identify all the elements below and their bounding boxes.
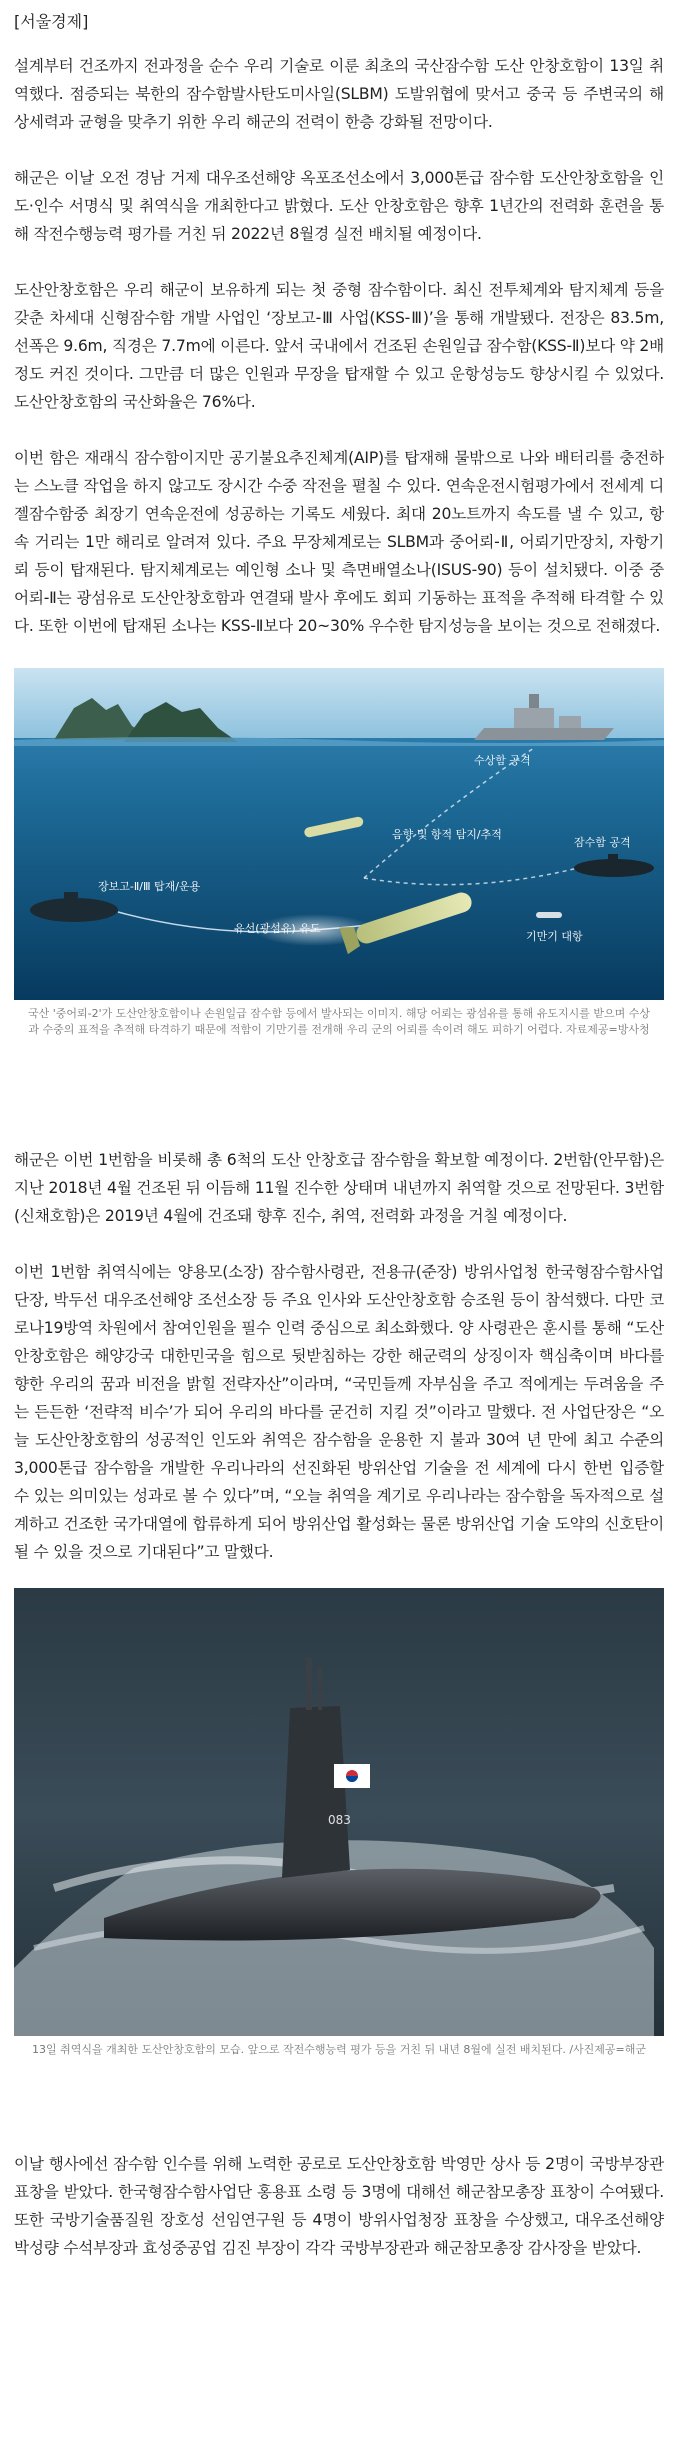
figure-caption: 13일 취역식을 개최한 도산안창호함의 모습. 앞으로 작전수행능력 평가 등을 거친 뒤 내년 8월에 실전 배치된다. /사진제공=해군 [31, 2043, 647, 2056]
paragraph: 이날 행사에선 잠수함 인수를 위해 노력한 공로로 도산안창호함 박영만 상사 등 2명이 국방부장관 표창을 받았다. 한국형잠수함사업단 홍용표 소령 등 3명에 대해선 해군참모총장 표창이 수여됐다. 또한 국방기술품질원 장호성 선임연구원 등 4명이 방위사업청장 표창을 수상했고, 대우조선해양 박성량 수석부장과 효성중공업 김진 부장이 각각 국방부장관과 해군참모총장 감사장을 받았다. [14, 2155, 664, 2257]
news-source: [서울경제] [14, 12, 89, 31]
figure-caption: 국산 '중어뢰-2'가 도산안창호함이나 손원일급 잠수함 등에서 발사되는 이미지. 해당 어뢰는 광섬유를 통해 유도지시를 받으며 수상과 수중의 표적을 추적해 타격하기 때문에 적함이 기만기를 전개해 우리 군의 어뢰를 속이려 해도 피하기 어렵다. 자료제공=방사청 [27, 1007, 650, 1036]
mast [306, 1658, 312, 1710]
label-acoustic-tracking: 음향 및 항적 탐지/추적 [392, 828, 502, 841]
submarine-photo-figure [14, 1588, 664, 2058]
decoy [536, 912, 562, 918]
paragraph: 도산안창호함은 우리 해군이 보유하게 되는 첫 중형 잠수함이다. 최신 전투체계와 탐지체계 등을 갖춘 차세대 신형잠수함 개발 사업인 ‘장보고-Ⅲ 사업(KSS-Ⅲ)’을 통해 개발됐다. 전장은 83.5m, 선폭은 9.6m, 직경은 7.7m에 이른다. 앞서 국내에서 건조된 손원일급 잠수함(KSS-Ⅱ)보다 약 2배 정도 커진 것이다. 그만큼 더 많은 인원과 무장을 탑재할 수 있고 운항성능도 향상시킬 수 있었다. 도산안창호함의 국산화율은 76%다. [14, 281, 664, 411]
label-kss-carry: 장보고-Ⅱ/Ⅲ 탑재/운용 [98, 880, 201, 893]
torpedo-illustration-figure [14, 668, 664, 1038]
paragraph: 해군은 이날 오전 경남 거제 대우조선해양 옥포조선소에서 3,000톤급 잠수함 도산안창호함을 인도·인수 서명식 및 취역식을 개최한다고 밝혔다. 도산 안창호함은 향후 1년간의 전력화 훈련을 통해 작전수행능력 평가를 거친 뒤 2022년 8월경 실전 배치될 예정이다. [14, 169, 664, 243]
korean-flag [334, 1764, 370, 1788]
label-decoy-response: 기만기 대항 [526, 930, 583, 943]
paragraph: 이번 함은 재래식 잠수함이지만 공기불요추진체계(AIP)를 탑재해 물밖으로 나와 배터리를 충전하는 스노클 작업을 하지 않고도 장시간 수중 작전을 펼칠 수 있다. 연속운전시험평가에서 전세계 디젤잠수함중 최장기 연속운전에 성공하는 기록도 세웠다. 최대 20노트까지 속도를 낼 수 있고, 항속 거리는 1만 해리로 알려져 있다. 주요 무장체계로는 SLBM과 중어뢰-Ⅱ, 어뢰기만장치, 자항기뢰 등이 탑재된다. 탐지체계로는 예인형 소나 및 측면배열소나(ISUS-90) 등이 설치됐다. 이중 중어뢰-Ⅱ는 광섬유로 도산안창호함과 연결돼 발사 후에도 회피 기동하는 표적을 추적해 타격할 수 있다. 또한 이번에 탑재된 소나는 KSS-Ⅱ보다 20~30% 우수한 탐지성능을 보이는 것으로 전해졌다. [14, 449, 664, 635]
torpedo-illustration [14, 668, 664, 1000]
paragraph: 이번 1번함 취역식에는 양용모(소장) 잠수함사령관, 전용규(준장) 방위사업청 한국형잠수함사업단장, 박두선 대우조선해양 조선소장 등 주요 인사와 도산안창호함 승조원 등이 참석했다. 다만 코로나19방역 차원에서 참여인원을 필수 인력 중심으로 최소화했다. 양 사령관은 훈시를 통해 “도산안창호함은 해양강국 대한민국을 힘으로 뒷받침하는 강한 해군력의 상징이자 핵심축이며 바다를 향한 우리의 꿈과 비전을 밝힐 전략자산”이라며, “국민들께 자부심을 주고 적에게는 두려움을 주는 든든한 ‘전략적 비수’가 되어 우리의 바다를 굳건히 지킬 것”이라고 말했다. 전 사업단장은 “오늘 도산안창호함의 성공적인 인도와 취역은 잠수함을 운용한 지 불과 30여 년 만에 최고 수준의 3,000톤급 잠수함을 개발한 우리나라의 선진화된 방위산업 기술을 전 세계에 다시 한번 입증할 수 있는 의미있는 성과로 볼 수 있다”며, “오늘 취역을 계기로 우리나라는 잠수함을 독자적으로 설계하고 건조한 국가대열에 합류하게 되어 방위산업 활성화는 물론 방위산업 기술 도약의 신호탄이 될 수 있을 것으로 기대된다”고 말했다. [14, 1263, 664, 1561]
submarine-sail [282, 1706, 350, 1878]
paragraph: 설계부터 건조까지 전과정을 순수 우리 기술로 이룬 최초의 국산잠수함 도산 안창호함이 13일 취역했다. 점증되는 북한의 잠수함발사탄도미사일(SLBM) 도발위협에 맞서고 중국 등 주변국의 해상세력과 균형을 맞추기 위한 우리 해군의 전력이 한층 강화될 전망이다. [14, 57, 664, 131]
label-wire-guidance: 유선(광섬유) 유도 [234, 922, 321, 935]
submarine-photo [14, 1588, 664, 2036]
label-surface-ship-attack: 수상함 공격 [474, 754, 531, 767]
label-sub-attack: 잠수함 공격 [574, 836, 631, 849]
spacer [14, 2058, 664, 2150]
mast [318, 1668, 322, 1710]
spacer [14, 1038, 664, 1146]
paragraph: 해군은 이번 1번함을 비롯해 총 6척의 도산 안창호급 잠수함을 확보할 예정이다. 2번함(안무함)은 지난 2018년 4월 건조된 뒤 이듬해 11월 진수한 상태며 내년까지 취역할 것으로 전망된다. 3번함(신채호함)은 2019년 4월에 건조돼 향후 진수, 취역, 전력화 과정을 거칠 예정이다. [14, 1151, 664, 1225]
hull-number: 083 [328, 1813, 351, 1827]
